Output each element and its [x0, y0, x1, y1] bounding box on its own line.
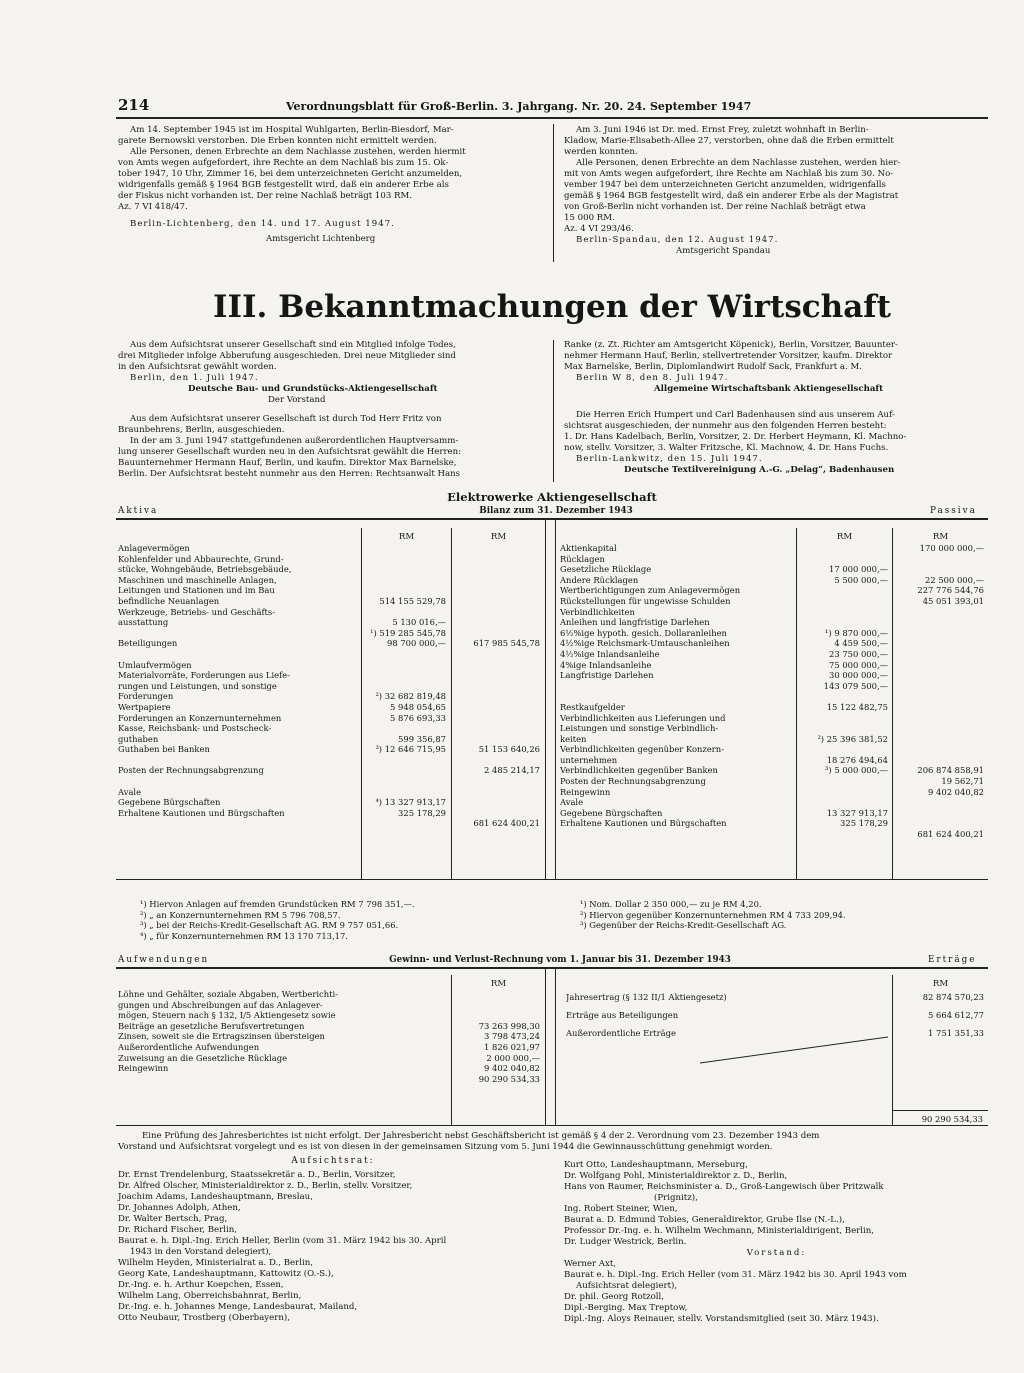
table-row — [118, 617, 542, 628]
row-value-b: 206 874 858,91 — [917, 765, 984, 776]
table-row — [118, 1031, 542, 1042]
row-label: Andere Rücklagen — [560, 574, 639, 585]
row-value-a: ¹) 9 870 000,— — [825, 627, 888, 638]
row-value-b: 681 624 400,21 — [473, 818, 540, 829]
notice-place-date: Berlin-Lichtenberg, den 14. und 17. August 1947. — [130, 219, 395, 229]
table-row — [560, 776, 985, 787]
closing-line: Vorstand und Aufsichtsrat vorgelegt und es ist von diesen in der gemeinsamen Sitzung vom 5. Juni 1944 die Gewinnausschüttung genehmigt worden. — [118, 1142, 773, 1152]
announcement-company: Deutsche Textilvereinigung A.-G. „Delag“, Badenhausen — [624, 465, 895, 475]
row-label: befindliche Neuanlagen — [118, 595, 220, 606]
row-label: Wertberichtigungen zum Anlagevermögen — [560, 585, 741, 596]
row-label: unternehmen — [560, 754, 618, 765]
row-value-b: 51 153 640,26 — [478, 744, 540, 755]
row-value-a: 17 000 000,— — [829, 564, 888, 575]
member: Dr. Walter Bertsch, Prag, — [118, 1214, 228, 1224]
table-row — [118, 638, 542, 649]
row-value-a: 514 155 529,78 — [379, 595, 446, 606]
row-label: mögen, Steuern nach § 132, I/5 Aktiengesetz sowie — [118, 1010, 336, 1021]
row-value-a: 599 356,87 — [398, 733, 446, 744]
pnl-title: Gewinn- und Verlust-Rechnung vom 1. Januar bis 31. Dezember 1943 — [389, 955, 731, 965]
row-label: Gegebene Bürgschaften — [560, 807, 663, 818]
table-row — [118, 765, 542, 776]
table-row — [560, 543, 985, 554]
row-value-a: 5 500 000,— — [834, 574, 888, 585]
table-row — [118, 607, 542, 618]
closing-text — [118, 1131, 988, 1153]
header-rule — [116, 117, 988, 119]
footnote: ³) „ bei der Reichs-Kredit-Gesellschaft AG. RM 9 757 051,66. — [140, 920, 399, 931]
table-row — [118, 989, 542, 1000]
member: 1943 in den Vorstand delegiert), — [130, 1247, 272, 1257]
currency-header: RM — [490, 979, 507, 989]
table-row — [118, 691, 542, 702]
row-label: guthaben — [118, 733, 159, 744]
table-row — [118, 681, 542, 692]
row-value: 1 751 351,33 — [928, 1028, 984, 1038]
announcement-line: Berlin. Der Aufsichtsrat besteht nunmehr aus den Herren: Rechtsanwalt Hans — [118, 469, 461, 479]
row-label: Posten der Rechnungsabgrenzung — [118, 765, 264, 776]
notice-line: Kladow, Marie-Elisabeth-Allee 27, verstorben, ohne daß die Erben ermittelt — [564, 136, 894, 146]
member: Kurt Otto, Landeshauptmann, Merseburg, — [564, 1160, 748, 1170]
row-label: ausstattung — [118, 617, 169, 628]
row-value-a: ²) 25 396 381,52 — [817, 733, 888, 744]
row-value-a: 5 948 054,65 — [390, 701, 446, 712]
table-row — [560, 702, 985, 713]
currency-header: RM — [490, 532, 507, 542]
member: Wilhelm Lang, Oberreichsbahnrat, Berlin, — [118, 1291, 302, 1301]
table-row — [118, 1042, 542, 1053]
row-label: Außerordentliche Erträge — [566, 1028, 676, 1038]
row-label: Löhne und Gehälter, soziale Abgaben, Wertberichti- — [118, 989, 338, 999]
pnl-right-total: 90 290 534,33 — [921, 1114, 983, 1124]
member: Professor Dr.-Ing. e. h. Wilhelm Wechmann, Ministerialdirigent, Berlin, — [564, 1226, 875, 1236]
notice-line: Alle Personen, denen Erbrechte an dem Nachlasse zustehen, werden hiermit — [130, 147, 466, 157]
page-number: 214 — [118, 96, 150, 114]
announcement-place-date: Berlin-Lankwitz, den 15. Juli 1947. — [576, 454, 763, 464]
announcement-line: Braunbehrens, Berlin, ausgeschieden. — [118, 425, 285, 435]
balance-top-rule — [116, 518, 988, 520]
row-label: Rücklagen — [560, 553, 605, 564]
member: Georg Kate, Landeshauptmann, Kattowitz (O.-S.), — [118, 1269, 334, 1279]
row-value-a: 23 750 000,— — [829, 648, 888, 659]
footnote: ³) Gegenüber der Reichs-Kredit-Gesellschaft AG. — [580, 920, 787, 931]
row-label: Reingewinn — [560, 786, 611, 797]
aktiva-table — [118, 543, 542, 829]
table-row — [118, 713, 542, 724]
currency-header: RM — [932, 532, 949, 542]
currency-header: RM — [836, 532, 853, 542]
row-label: Zuweisung an die Gesetzliche Rücklage — [118, 1052, 288, 1063]
notice-court: Amtsgericht Lichtenberg — [266, 234, 376, 244]
pnl-sum-rule — [893, 1110, 988, 1111]
member: Aufsichtsrat delegiert), — [576, 1281, 678, 1291]
table-row — [560, 681, 985, 692]
table-row — [560, 670, 985, 681]
vorstand-title: Vorstand: — [746, 1248, 807, 1258]
currency-header: RM — [398, 532, 415, 542]
member: Dr. phil. Georg Rotzoll, — [564, 1292, 665, 1302]
announcement-line: 1. Dr. Hans Kadelbach, Berlin, Vorsitzer, 2. Dr. Herbert Heymann, Kl. Machno- — [564, 432, 907, 442]
table-row — [118, 744, 542, 755]
row-value: 3 798 473,24 — [484, 1031, 540, 1042]
announcement-right-1 — [564, 340, 989, 395]
notice-line: Am 14. September 1945 ist im Hospital Wuhlgarten, Berlin-Biesdorf, Mar- — [130, 125, 454, 135]
row-label: Außerordentliche Aufwendungen — [118, 1041, 260, 1052]
row-value-a: ³) 5 000 000,— — [825, 765, 888, 776]
row-value: 90 290 534,33 — [478, 1073, 540, 1084]
pnl-filler-line — [700, 1035, 890, 1065]
balance-footnotes-left — [140, 899, 540, 941]
table-row — [118, 776, 542, 787]
table-row — [560, 607, 985, 618]
notice-line: von Amts wegen aufgefordert, ihre Rechte an dem Nachlaß bis zum 15. Ok- — [118, 158, 449, 168]
table-row — [560, 660, 985, 671]
member: Dipl.-Ing. Aloys Reinauer, stellv. Vorstandsmitglied (seit 30. März 1943). — [564, 1314, 879, 1324]
row-value-b: 617 985 545,78 — [473, 638, 540, 649]
announcement-line: Bauunternehmer Hermann Hauf, Berlin, und kaufm. Direktor Max Barnelske, — [118, 458, 457, 468]
announcement-left-2 — [118, 414, 548, 480]
pnl-bottom-rule — [116, 1125, 988, 1126]
member: Baurat a. D. Edmund Tobies, Generaldirektor, Grube Ilse (N.-L.), — [564, 1215, 845, 1225]
table-row — [118, 723, 542, 734]
row-value-a: 5 130 016,— — [392, 617, 446, 628]
row-value-a: 15 122 482,75 — [826, 701, 888, 712]
row-value: 73 263 998,30 — [478, 1020, 540, 1031]
row-value: 2 000 000,— — [486, 1052, 540, 1063]
notice-line: tober 1947, 10 Uhr, Zimmer 16, bei dem unterzeichneten Gericht anzumelden, — [118, 169, 463, 179]
balance-company: Elektrowerke Aktiengesellschaft — [447, 490, 657, 504]
announcement-left-1 — [118, 340, 548, 406]
row-value-b: 170 000 000,— — [919, 543, 984, 553]
row-label: Aktienkapital — [560, 543, 617, 553]
member: Joachim Adams, Landeshauptmann, Breslau, — [118, 1192, 313, 1202]
announcement-line: drei Mitglieder infolge Abberufung ausgeschieden. Drei neue Mitglieder sind — [118, 351, 456, 361]
row-label: Posten der Rechnungsabgrenzung — [560, 776, 706, 787]
member: Werner Axt, — [564, 1259, 617, 1269]
member: Baurat e. h. Dipl.-Ing. Erich Heller (vom 31. März 1942 bis 30. April 1943 vom — [564, 1270, 907, 1280]
member: Baurat e. h. Dipl.-Ing. Erich Heller, Berlin (vom 31. März 1942 bis 30. April — [118, 1236, 447, 1246]
row-label: Kasse, Reichsbank- und Postscheck- — [118, 723, 272, 734]
row-value-a: 30 000 000,— — [829, 670, 888, 681]
column-rule — [553, 340, 554, 482]
row-label: Verbindlichkeiten gegenüber Banken — [560, 765, 718, 776]
notice-line: werden konnten. — [564, 147, 638, 157]
row-value-a: 325 178,29 — [840, 818, 888, 829]
table-row — [118, 1010, 542, 1021]
announcement-company: Allgemeine Wirtschaftsbank Aktiengesellschaft — [654, 384, 884, 394]
row-label: Forderungen — [118, 691, 174, 702]
notice-court: Amtsgericht Spandau — [676, 246, 771, 256]
row-label: Guthaben bei Banken — [118, 744, 210, 755]
row-value-a: 75 000 000,— — [829, 659, 888, 670]
row-label: gungen und Abschreibungen auf das Anlagever- — [118, 999, 323, 1010]
row-label: 4½%ige Inlandsanleihe — [560, 648, 660, 659]
table-row — [560, 787, 985, 798]
member: Dr. Ernst Trendelenburg, Staatssekretär a. D., Berlin, Vorsitzer, — [118, 1170, 396, 1180]
row-label: Anleihen und langfristige Darlehen — [560, 617, 710, 628]
table-row — [560, 691, 985, 702]
row-label: Leitungen und Stationen und im Bau — [118, 585, 275, 596]
row-label: 4%ige Inlandsanleihe — [560, 659, 652, 670]
row-label: Beteiligungen — [118, 638, 178, 649]
table-row — [118, 628, 542, 639]
table-row — [118, 1063, 542, 1074]
notice-line: der Fiskus nicht vorhanden ist. Der reine Nachlaß beträgt 103 RM. — [118, 191, 413, 201]
row-label: keiten — [560, 733, 587, 744]
footnote: ¹) Nom. Dollar 2 350 000,— zu je RM 4,20. — [580, 899, 762, 909]
row-label: 6½%ige hypoth. gesich. Dollaranleihen — [560, 627, 727, 638]
table-row — [560, 744, 985, 755]
member: Dr. Wolfgang Pohl, Ministerialdirektor z. D., Berlin, — [564, 1171, 788, 1181]
aufsichtsrat-left — [118, 1170, 558, 1324]
pnl-top-rule — [116, 967, 988, 969]
member: Otto Neubaur, Trostberg (Oberbayern), — [118, 1313, 290, 1323]
row-value-a: 5 876 693,33 — [390, 712, 446, 723]
announcement-right-2 — [564, 410, 989, 476]
member: Dipl.-Berging. Max Treptow, — [564, 1303, 688, 1313]
row-label: Materialvorräte, Forderungen aus Liefe- — [118, 670, 290, 681]
table-row — [118, 797, 542, 808]
row-label: Wertpapiere — [118, 701, 171, 712]
announcement-line: Aus dem Aufsichtsrat unserer Gesellschaft ist durch Tod Herr Fritz von — [130, 414, 442, 424]
table-row — [118, 564, 542, 575]
row-value-a: 4 459 500,— — [834, 638, 888, 649]
notice-line: widrigenfalls gemäß § 1964 BGB festgestellt wird, daß ein anderer Erbe als — [118, 180, 449, 190]
row-label: Verbindlichkeiten aus Lieferungen und — [560, 712, 726, 723]
announcement-line: Aus dem Aufsichtsrat unserer Gesellschaft sind ein Mitglied infolge Todes, — [130, 340, 456, 350]
table-row — [118, 1021, 542, 1032]
announcement-line: nehmer Hermann Hauf, Berlin, stellvertretender Vorsitzer, kaufm. Direktor — [564, 351, 893, 361]
member: Wilhelm Heyden, Ministerialrat a. D., Berlin, — [118, 1258, 314, 1268]
table-row — [560, 797, 985, 808]
notice-place-date: Berlin-Spandau, den 12. August 1947. — [576, 235, 779, 245]
aktiva-label: Aktiva — [118, 506, 159, 516]
table-row — [560, 617, 985, 628]
row-label: Erträge aus Beteiligungen — [566, 1010, 679, 1020]
table-row — [118, 702, 542, 713]
announcement-line: In der am 3. Juni 1947 stattgefundenen außerordentlichen Hauptversamm- — [130, 436, 459, 446]
table-row — [118, 670, 542, 681]
table-row — [118, 1053, 542, 1064]
balance-col-rule — [555, 519, 556, 879]
currency-header: RM — [932, 979, 949, 989]
member: Dr. Richard Fischer, Berlin, — [118, 1225, 238, 1235]
row-value-a: ²) 32 682 819,48 — [375, 691, 446, 702]
announcement-company: Deutsche Bau- und Grundstücks-Aktiengesellschaft — [188, 384, 438, 394]
notice-line: mit von Amts wegen aufgefordert, ihre Rechte am Nachlaß bis zum 30. No- — [564, 169, 894, 179]
table-row — [118, 734, 542, 745]
row-label: Maschinen und maschinelle Anlagen, — [118, 574, 277, 585]
notice-left — [118, 125, 548, 245]
member: Dr. Alfred Olscher, Ministerialdirektor z. D., Berlin, stellv. Vorsitzer, — [118, 1181, 413, 1191]
member: Dr.-Ing. e. h. Arthur Koepchen, Essen, — [118, 1280, 284, 1290]
row-value: 1 826 021,97 — [484, 1041, 540, 1052]
row-label: Werkzeuge, Betriebs- und Geschäfts- — [118, 606, 276, 617]
row-label: Anlagevermögen — [118, 543, 190, 553]
row-label: Umlaufvermögen — [118, 659, 192, 670]
row-value-b: 19 562,71 — [941, 776, 984, 787]
table-row — [560, 734, 985, 745]
row-label: Erhaltene Kautionen und Bürgschaften — [560, 818, 727, 829]
row-label: Gegebene Bürgschaften — [118, 797, 221, 808]
table-row — [560, 755, 985, 766]
table-row — [118, 554, 542, 565]
table-row — [560, 723, 985, 734]
notice-line: Am 3. Juni 1946 ist Dr. med. Ernst Frey, zuletzt wohnhaft in Berlin- — [576, 125, 869, 135]
table-row — [560, 596, 985, 607]
table-row — [118, 660, 542, 671]
member: Hans von Raumer, Reichsminister a. D., Groß-Langewisch über Pritzwalk — [564, 1182, 884, 1192]
row-value-b: 9 402 040,82 — [928, 786, 984, 797]
announcement-line: now, stellv. Vorsitzer, 3. Walter Fritzsche, Kl. Machnow, 4. Dr. Hans Fuchs. — [564, 443, 889, 453]
section-title: III. Bekanntmachungen der Wirtschaft — [213, 289, 891, 325]
row-label: Forderungen an Konzernunternehmen — [118, 712, 282, 723]
row-label: Restkaufgelder — [560, 701, 625, 712]
table-row — [118, 575, 542, 586]
column-rule — [553, 124, 554, 262]
row-label: stücke, Wohngebäude, Betriebsgebäude, — [118, 564, 292, 575]
row-value-b: 227 776 544,76 — [917, 585, 984, 596]
notice-line: vember 1947 bei dem unterzeichneten Gericht anzumelden, widrigenfalls — [564, 180, 886, 190]
row-label: Avale — [560, 797, 584, 808]
footnote: ¹) Hiervon Anlagen auf fremden Grundstücken RM 7 798 351,—. — [140, 899, 415, 909]
row-label: rungen und Leistungen, und sonstige — [118, 680, 277, 691]
row-value: 5 664 612,77 — [928, 1010, 984, 1020]
member: Dr.-Ing. e. h. Johannes Menge, Landesbaurat, Mailand, — [118, 1302, 358, 1312]
notice-line: Az. 7 VI 418/47. — [118, 202, 188, 212]
table-row — [118, 585, 542, 596]
table-row — [560, 628, 985, 639]
member: Ing. Robert Steiner, Wien, — [564, 1204, 678, 1214]
row-label: Rückstellungen für ungewisse Schulden — [560, 595, 731, 606]
balance-footnotes-right — [580, 899, 980, 931]
row-value-a: 98 700 000,— — [387, 638, 446, 649]
announcement-place-date: Berlin, den 1. Juli 1947. — [130, 373, 259, 383]
announcement-line: Die Herren Erich Humpert und Carl Badenhausen sind aus unserem Auf- — [576, 410, 895, 420]
passiva-label: Passiva — [930, 506, 977, 516]
member: Dr. Johannes Adolph, Athen, — [118, 1203, 241, 1213]
pnl-right-label: Erträge — [928, 955, 977, 965]
footnote: ⁴) „ für Konzernunternehmen RM 13 170 713,17. — [140, 930, 348, 941]
announcement-place-date: Berlin W 8, den 8. Juli 1947. — [576, 373, 729, 383]
balance-col-rule — [545, 519, 546, 879]
row-label: Avale — [118, 786, 142, 797]
balance-bottom-rule — [116, 879, 988, 880]
closing-line: Eine Prüfung des Jahresberichtes ist nicht erfolgt. Der Jahresbericht nebst Geschäftsbericht ist gemäß § 4 der 2. Verordnung vom 23. Dezember 1943 dem — [142, 1131, 820, 1141]
row-label: Verbindlichkeiten — [560, 606, 635, 617]
table-row — [560, 585, 985, 596]
table-row — [560, 575, 985, 586]
row-value-a: 13 327 913,17 — [826, 807, 888, 818]
notice-right — [564, 125, 989, 257]
notice-line: Alle Personen, denen Erbrechte an dem Nachlasse zustehen, werden hier- — [576, 158, 901, 168]
row-label: Verbindlichkeiten gegenüber Konzern- — [560, 744, 725, 755]
table-row — [118, 808, 542, 819]
row-value-a: ⁴) 13 327 913,17 — [375, 797, 446, 808]
aufsichtsrat-title: Aufsichtsrat: — [291, 1156, 375, 1166]
notice-line: garete Bernowski verstorben. Die Erben konnten nicht ermittelt werden. — [118, 136, 437, 146]
footnote: ²) Hiervon gegenüber Konzernunternehmen RM 4 733 209,94. — [580, 909, 846, 920]
table-row — [560, 992, 985, 1010]
row-value-a: 18 276 494,64 — [826, 754, 888, 765]
row-label: Leistungen und sonstige Verbindlich- — [560, 723, 719, 734]
row-label: Jahresertrag (§ 132 II/1 Aktiengesetz) — [566, 992, 727, 1002]
table-row — [118, 1000, 542, 1011]
aufsichtsrat-right — [564, 1160, 989, 1325]
table-row — [118, 787, 542, 798]
row-label: Reingewinn — [118, 1063, 169, 1074]
table-row — [560, 808, 985, 819]
balance-title: Bilanz zum 31. Dezember 1943 — [479, 506, 633, 516]
passiva-table — [560, 543, 985, 840]
table-row — [118, 596, 542, 607]
table-row — [560, 564, 985, 575]
row-value-a: ³) 12 646 715,95 — [375, 744, 446, 755]
notice-line: 15 000 RM. — [564, 213, 615, 223]
table-row — [118, 818, 542, 829]
announcement-signer: Der Vorstand — [268, 395, 326, 405]
announcement-line: Ranke (z. Zt. Richter am Amtsgericht Köpenick), Berlin, Vorsitzer, Bauunter- — [564, 340, 898, 350]
table-row — [560, 818, 985, 829]
row-label: Langfristige Darlehen — [560, 670, 654, 681]
table-row — [560, 713, 985, 724]
announcement-line: lung unserer Gesellschaft wurden neu in den Aufsichtsrat gewählt die Herren: — [118, 447, 462, 457]
announcement-line: sichtsrat ausgeschieden, der nunmehr aus den folgenden Herren besteht: — [564, 421, 887, 431]
table-row — [560, 1010, 985, 1028]
notice-line: gemäß § 1964 BGB festgestellt wird, daß ein anderer Erbe als der Magistrat — [564, 191, 899, 201]
pnl-left-table — [118, 989, 542, 1084]
table-row — [118, 1074, 542, 1085]
row-value-b: 681 624 400,21 — [917, 829, 984, 840]
row-value-a: 143 079 500,— — [823, 680, 888, 691]
table-row — [560, 554, 985, 565]
row-label: Gesetzliche Rücklage — [560, 564, 652, 575]
table-row — [118, 543, 542, 554]
row-label: Zinsen, soweit sie die Ertragszinsen übersteigen — [118, 1031, 325, 1042]
announcement-line: in den Aufsichtsrat gewählt worden. — [118, 362, 277, 372]
table-row — [118, 649, 542, 660]
table-row — [560, 829, 985, 840]
row-value-b: 22 500 000,— — [925, 574, 984, 585]
row-label: Erhaltene Kautionen und Bürgschaften — [118, 807, 285, 818]
row-value-a: ¹) 519 285 545,78 — [370, 627, 446, 638]
page-header-title: Verordnungsblatt für Groß-Berlin. 3. Jahrgang. Nr. 20. 24. September 1947 — [286, 100, 752, 113]
row-value: 82 874 570,23 — [922, 992, 984, 1002]
table-row — [560, 638, 985, 649]
notice-line: Az. 4 VI 293/46. — [564, 224, 634, 234]
row-label: Kohlenfelder und Abbaurechte, Grund- — [118, 553, 284, 564]
pnl-col-rule — [545, 968, 546, 1125]
table-row — [118, 755, 542, 766]
table-row — [560, 649, 985, 660]
table-row — [560, 765, 985, 776]
row-value: 9 402 040,82 — [484, 1063, 540, 1074]
pnl-left-label: Aufwendungen — [118, 955, 210, 965]
notice-line: von Groß-Berlin nicht vorhanden ist. Der reine Nachlaß beträgt etwa — [564, 202, 866, 212]
member: (Prignitz), — [654, 1193, 698, 1203]
row-value-b: 2 485 214,17 — [484, 765, 540, 776]
row-label: Beiträge an gesetzliche Berufsvertretungen — [118, 1020, 305, 1031]
row-value-b: 45 051 393,01 — [922, 595, 984, 606]
announcement-line: Max Barnelske, Berlin, Diplomlandwirt Rudolf Sack, Frankfurt a. M. — [564, 362, 863, 372]
footnote: ²) „ an Konzernunternehmen RM 5 796 708,57. — [140, 909, 341, 920]
row-label: 4½%ige Reichsmark-Umtauschanleihen — [560, 638, 730, 649]
member: Dr. Ludger Westrick, Berlin. — [564, 1237, 687, 1247]
pnl-col-rule — [555, 968, 556, 1125]
row-value-a: 325 178,29 — [398, 807, 446, 818]
